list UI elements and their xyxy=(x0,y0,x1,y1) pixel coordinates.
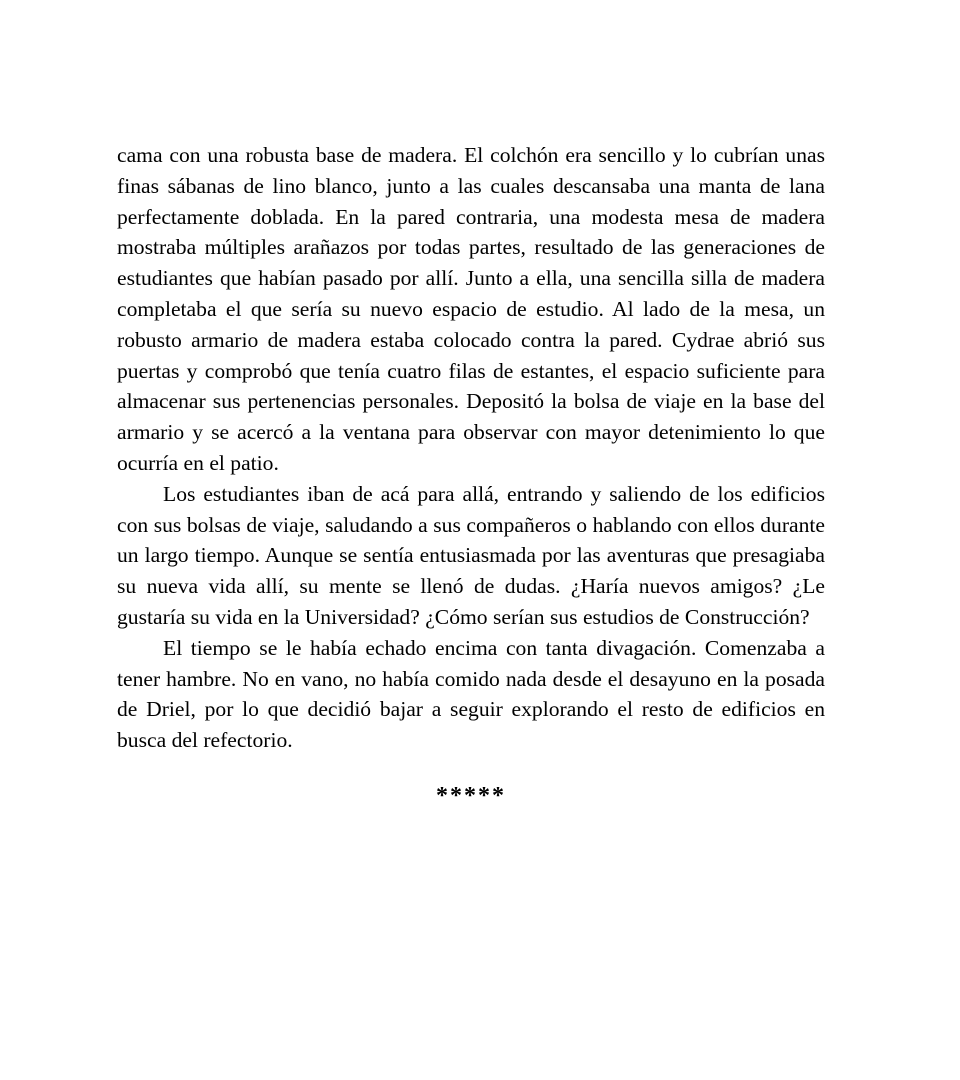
paragraph: El tiempo se le había echado encima con tanta divagación. Comenzaba a tener hambre. No en vano, no había comido nada desde el desayuno en la posada de Driel, por lo que decidió bajar a seguir explorando el resto de edificios en busca del refectorio. xyxy=(117,635,825,753)
paragraph: Los estudiantes iban de acá para allá, entrando y saliendo de los edificios con sus bolsas de viaje, saludando a sus compañeros o hablando con ellos durante un largo tiempo. Aunque se sentía entusiasmada por las aventuras que presagiaba su nueva vida allí, su mente se llenó de dudas. ¿Haría nuevos amigos? ¿Le gustaría su vida en la Universidad? ¿Cómo serían sus estudios de Construcción? xyxy=(117,481,825,629)
text-block xyxy=(117,140,825,810)
section-separator: ***** xyxy=(436,782,506,809)
paragraph-continuation: cama con una robusta base de madera. El colchón era sencillo y lo cubrían unas finas sábanas de lino blanco, junto a las cuales descansaba una manta de lana perfectamente doblada. En la pared contraria, una modesta mesa de madera mostraba múltiples arañazos por todas partes, resultado de las generaciones de estudiantes que habían pasado por allí. Junto a ella, una sencilla silla de madera completaba el que sería su nuevo espacio de estudio. Al lado de la mesa, un robusto armario de madera estaba colocado contra la pared. Cydrae abrió sus puertas y comprobó que tenía cuatro filas de estantes, el espacio suficiente para almacenar sus pertenencias personales. Depositó la bolsa de viaje en la base del armario y se acercó a la ventana para observar con mayor detenimiento lo que ocurría en el patio. xyxy=(117,143,825,475)
